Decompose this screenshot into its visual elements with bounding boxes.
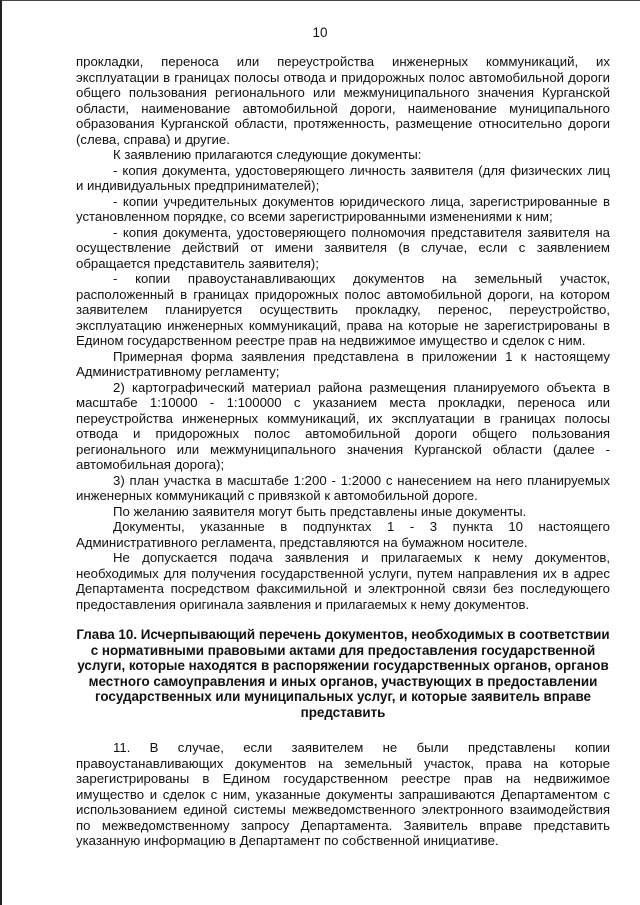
paragraph: прокладки, переноса или переустройства инженерных коммуникаций, их эксплуатации в границах полосы отвода и придорожных полос автомобильной дороги общего пользования регионального или межмуниципального значения Курганской области, наименование автомобильной дороги, наименование муниципального образования Курганской области, протяженность, размещение относительно дороги (слева, справа) и другие. [76,54,610,147]
page-number: 10 [312,25,328,40]
list-item: 2) картографический материал района размещения планируемого объекта в масштабе 1:10000 - 1:100000 с указанием места прокладки, переноса или переустройства инженерных коммуникаций, их эксплуатации в границах полосы отвода и придорожных полос автомобильной дороги общего пользования регионального или межмуниципального значения Курганской области (далее - автомобильная дорога); [76,379,610,472]
paragraph: Документы, указанные в подпунктах 1 - 3 пункта 10 настоящего Административного регламента, представляются на бумажном носителе. [76,519,610,550]
list-item: - копии учредительных документов юридического лица, зарегистрированные в установленном порядке, со всеми зарегистрированными изменениями к ним; [76,193,610,224]
list-item: - копия документа, удостоверяющего личность заявителя (для физических лиц и индивидуальных предпринимателей); [76,162,610,193]
list-item: 3) план участка в масштабе 1:200 - 1:2000 с нанесением на него планируемых инженерных коммуникаций с привязкой к автомобильной дороге. [76,472,610,503]
paragraph: Не допускается подача заявления и прилагаемых к нему документов, необходимых для получения государственной услуги, путем направления их в адрес Департамента посредством факсимильной и электронной связи без последующего предоставления оригинала заявления и прилагаемых к нему документов. [76,550,610,612]
chapter-heading: Глава 10. Исчерпывающий перечень документов, необходимых в соответствии с нормативными правовыми актами для предоставления государственной услуги, которые находятся в распоряжении государственных органов, органов местного самоуправления и иных органов, участвующих в предоставлении государственных или муниципальных услуг, и которые заявитель вправе представить [76,627,610,720]
paragraph: К заявлению прилагаются следующие документы: [113,147,422,162]
list-item: - копия документа, удостоверяющего полномочия представителя заявителя на осуществление действий от имени заявителя (в случае, если с заявлением обращается представитель заявителя); [76,224,610,271]
paragraph: 11. В случае, если заявителем не были представлены копии правоустанавливающих документов на земельный участок, права на которые зарегистрированы в Едином государственном реестре прав на недвижимое имущество и сделок с ним, указанные документы запрашиваются Департаментом с использованием единой системы межведомственного электронного взаимодействия по межведомственному запросу Департамента. Заявитель вправе представить указанную информацию в Департамент по собственной инициативе. [76,740,610,848]
paragraph: Примерная форма заявления представлена в приложении 1 к настоящему Административному регламенту; [76,348,610,379]
document-body [76,54,610,849]
paragraph: По желанию заявителя могут быть представлены иные документы. [113,503,527,519]
list-item: - копии правоустанавливающих документов на земельный участок, расположенный в границах придорожных полос автомобильной дороги, на котором заявителем планируется осуществить прокладку, перенос, переустройство, эксплуатацию инженерных коммуникаций, права на которые не зарегистрированы в Едином государственном реестре прав на недвижимое имущество и сделок с ним. [76,271,610,348]
